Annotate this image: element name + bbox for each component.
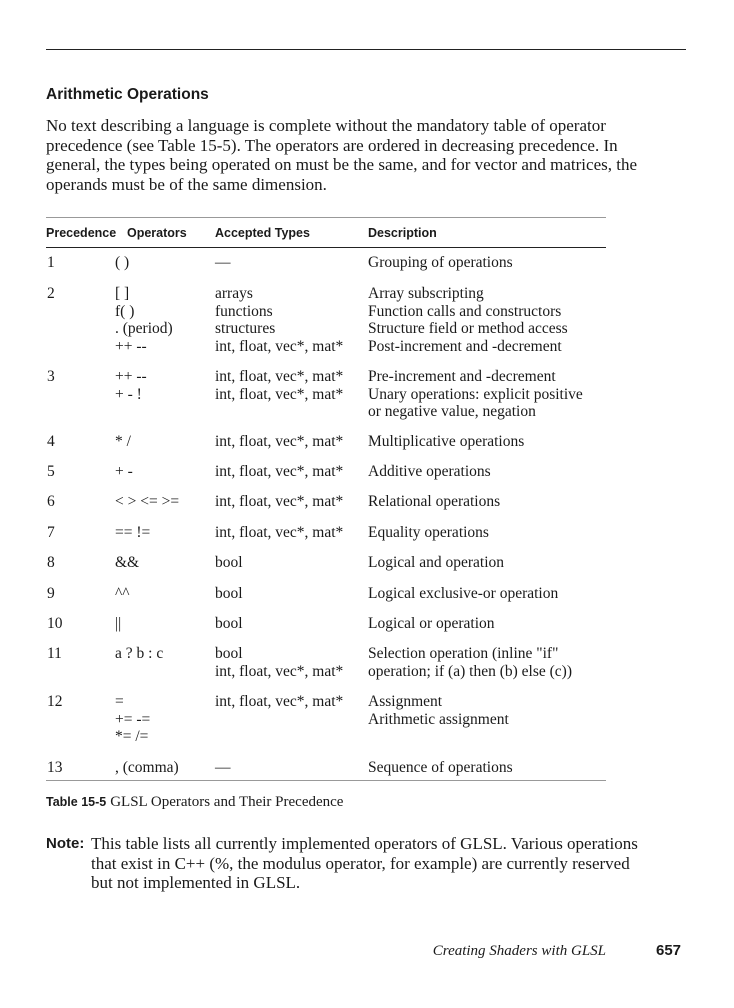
description-cell [368,285,568,355]
precedence-cell: 8 [47,554,55,571]
accepted-types-cell-line: int, float, vec*, mat* [215,368,344,385]
header-precedence: Precedence [46,226,117,240]
accepted-types-cell [215,554,243,572]
operators-cell-line: == != [115,524,151,541]
accepted-types-cell-line: bool [215,585,243,602]
operators-cell [115,368,147,403]
description-cell [368,524,489,542]
description-cell-line: Sequence of operations [368,759,513,776]
accepted-types-cell [215,615,243,633]
intro-paragraph: No text describing a language is complete without the mandatory table of operator precedence (see Table 15-5). The operators are ordered in decreasing precedence. In general, the types being operated on must be the same, and for vector and matrices, the operands must be of the same dimension. [46,116,638,194]
table-caption [46,794,343,811]
description-cell-line: Grouping of operations [368,254,513,271]
accepted-types-cell-line: structures [215,320,276,337]
operators-cell-line: = [115,693,124,710]
caption-label: Table 15-5 [46,795,107,809]
page-number: 657 [656,942,682,959]
operators-cell-line: f( ) [115,302,135,320]
description-cell-line: operation; if (a) then (b) else (c)) [368,662,572,680]
precedence-cell: 10 [47,615,63,632]
operators-cell [115,285,173,355]
operators-cell-line: ++ -- [115,368,147,385]
note-text: This table lists all currently implemented operators of GLSL. Various operations that exist in C++ (%, the modulus operator, for example) are currently reserved but not implemented in GLSL. [91,834,638,892]
accepted-types-cell-line: int, float, vec*, mat* [215,385,344,403]
operators-cell [115,493,179,511]
table-bottom-rule [46,780,606,781]
operators-cell-line: < > <= >= [115,493,180,510]
description-cell [368,433,524,451]
description-cell-line: Function calls and constructors [368,302,562,320]
description-cell [368,368,583,421]
accepted-types-cell [215,463,343,481]
operators-cell [115,759,179,777]
operators-cell-line: || [115,615,122,632]
accepted-types-cell-line: bool [215,645,243,662]
accepted-types-cell-line: — [215,254,231,271]
accepted-types-cell [215,759,231,777]
operators-cell-line: ^^ [115,585,130,602]
accepted-types-cell-line: bool [215,615,243,632]
accepted-types-cell [215,693,343,711]
operators-cell [115,615,121,633]
description-cell-line: Logical and operation [368,554,505,571]
precedence-cell: 4 [47,433,55,450]
accepted-types-cell-line: int, float, vec*, mat* [215,337,344,355]
precedence-cell: 9 [47,585,55,602]
description-cell [368,585,558,603]
accepted-types-cell-line: int, float, vec*, mat* [215,463,344,480]
operators-cell [115,693,150,746]
precedence-cell: 3 [47,368,55,385]
description-cell-line: Pre-increment and -decrement [368,368,556,385]
note-block [46,834,646,893]
description-cell-line: Unary operations: explicit positive [368,385,583,403]
operators-cell-line: * / [115,433,131,450]
description-cell [368,693,509,728]
accepted-types-cell-line: int, float, vec*, mat* [215,433,344,450]
operators-cell-line: += -= [115,710,151,728]
description-cell [368,493,500,511]
accepted-types-cell [215,493,343,511]
accepted-types-cell [215,254,231,272]
accepted-types-cell-line: — [215,759,231,776]
operators-cell-line: , (comma) [115,759,179,776]
note-label: Note: [46,835,85,852]
description-cell [368,554,504,572]
description-cell-line: Structure field or method access [368,320,568,337]
accepted-types-cell-line: int, float, vec*, mat* [215,524,344,541]
precedence-cell: 7 [47,524,55,541]
operators-cell-line: *= /= [115,728,149,745]
operators-cell-line: [ ] [115,285,130,302]
precedence-cell: 13 [47,759,63,776]
precedence-cell: 6 [47,493,55,510]
description-cell [368,463,491,481]
operators-cell [115,433,131,451]
accepted-types-cell-line: functions [215,302,273,320]
description-cell-line: Selection operation (inline "if" [368,645,559,662]
description-cell-line: Logical or operation [368,615,495,632]
accepted-types-cell [215,645,343,680]
operators-cell-line: ++ -- [115,337,147,355]
precedence-cell: 5 [47,463,55,480]
operators-cell-line: a ? b : c [115,645,164,662]
description-cell-line: Arithmetic assignment [368,710,509,728]
operators-cell [115,463,133,481]
description-cell-line: Assignment [368,693,443,710]
operators-cell [115,645,163,663]
accepted-types-cell-line: int, float, vec*, mat* [215,493,344,510]
description-cell-line: or negative value, negation [368,403,536,420]
description-cell [368,254,513,272]
header-accepted-types: Accepted Types [215,226,310,240]
description-cell-line: Equality operations [368,524,489,541]
accepted-types-cell-line: bool [215,554,243,571]
description-cell-line: Multiplicative operations [368,433,525,450]
accepted-types-cell [215,285,343,355]
operators-cell [115,524,150,542]
accepted-types-cell [215,524,343,542]
description-cell [368,645,572,680]
precedence-cell: 1 [47,254,55,271]
operators-cell-line: + - ! [115,385,142,403]
description-cell-line: Additive operations [368,463,491,480]
accepted-types-cell [215,368,343,403]
operators-cell [115,585,130,603]
caption-text: GLSL Operators and Their Precedence [110,794,344,810]
operators-cell-line: . (period) [115,320,173,337]
operators-cell-line: && [115,554,140,571]
description-cell-line: Relational operations [368,493,501,510]
accepted-types-cell-line: arrays [215,285,253,302]
description-cell-line: Post-increment and -decrement [368,337,562,355]
precedence-cell: 12 [47,693,63,710]
description-cell [368,615,495,633]
header-operators: Operators [127,226,187,240]
operators-cell [115,554,139,572]
precedence-cell: 11 [47,645,62,662]
header-description: Description [368,226,437,240]
precedence-cell: 2 [47,285,55,302]
running-footer-title: Creating Shaders with GLSL [432,943,606,959]
description-cell-line: Logical exclusive-or operation [368,585,559,602]
description-cell-line: Array subscripting [368,285,484,302]
description-cell [368,759,513,777]
section-heading: Arithmetic Operations [46,86,209,103]
accepted-types-cell-line: int, float, vec*, mat* [215,693,344,710]
operators-cell-line: ( ) [115,254,130,271]
operators-cell [115,254,129,272]
accepted-types-cell [215,585,243,603]
accepted-types-cell-line: int, float, vec*, mat* [215,662,344,680]
operators-cell-line: + - [115,463,133,480]
accepted-types-cell [215,433,343,451]
